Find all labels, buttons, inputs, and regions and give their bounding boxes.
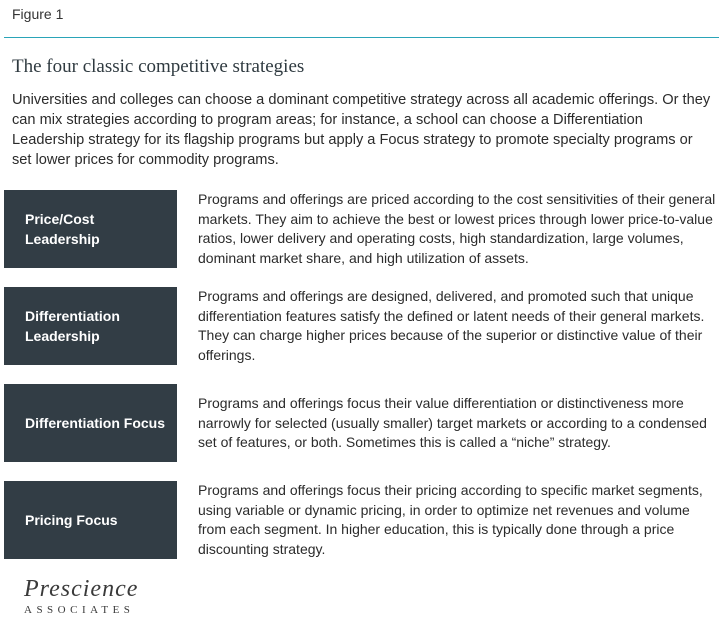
strategy-name: Differentiation Focus [25, 415, 166, 431]
logo-subtitle: ASSOCIATES [24, 604, 135, 616]
intro-paragraph: Universities and colleges can choose a dominant competitive strategy across all academic offerings. Or they can mix strategies according to program areas; for instance, a school can choose a Differentiation Leadership strategy for its flagship programs but apply a Focus strategy to promote specialty programs or set lower prices for commodity programs. [12, 92, 711, 168]
logo-name: Prescience [24, 576, 139, 602]
strategy-label-box [4, 481, 177, 559]
strategy-name: Price/Cost Leadership [25, 211, 100, 247]
page-title: The four classic competitive strategies [12, 56, 305, 77]
strategy-description: Programs and offerings focus their value differentiation or distinctiveness more narrowly for selected (usually smaller) target markets or according to a condensed set of features, or both. Sometimes this is called a “niche” strategy. [198, 395, 707, 451]
strategy-name: Differentiation Leadership [25, 308, 120, 344]
divider-rule [4, 37, 719, 38]
strategy-name: Pricing Focus [25, 512, 118, 528]
strategy-label-box [4, 190, 177, 268]
strategy-description: Programs and offerings are priced according to the cost sensitivities of their general markets. They aim to achieve the best or lowest prices through lower price-to-value ratios, lower delivery and operating costs, high standardization, large volumes, dominant market share, and high utilization of assets. [198, 191, 716, 266]
strategy-label-box [4, 287, 177, 365]
strategy-label-box [4, 384, 177, 462]
figure-label: Figure 1 [12, 6, 64, 22]
strategy-description: Programs and offerings are designed, delivered, and promoted such that unique differentiation features satisfy the defined or latent needs of their general markets. They can charge higher prices because of the superior or distinctive value of their offerings. [198, 288, 705, 363]
strategy-description: Programs and offerings focus their pricing according to specific market segments, using variable or dynamic pricing, in order to optimize net revenues and volume from each segment. In higher education, this is typically done through a price discounting strategy. [198, 482, 703, 557]
prescience-logo [24, 576, 138, 616]
